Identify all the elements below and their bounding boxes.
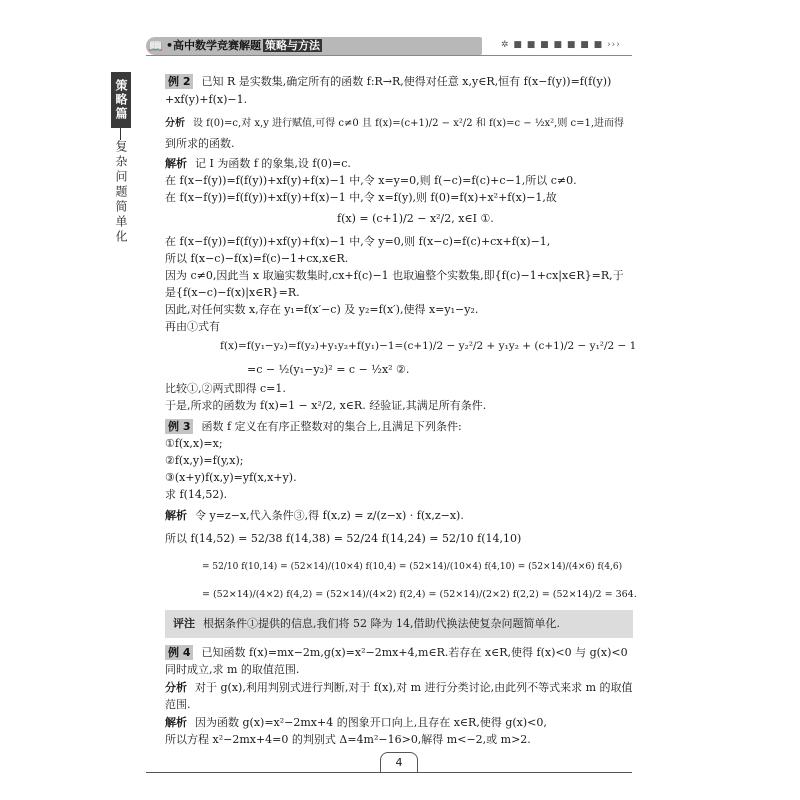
example-2-text: 已知 R 是实数集,确定所有的函数 f:R→R,使得对任意 x,y∈R,恒有 f(x−f(y))=f(f(y)) <box>201 75 612 88</box>
solution-text: 记 I 为函数 f 的象集,设 f(0)=c. <box>195 157 351 170</box>
condition-1: ①f(x,x)=x; <box>165 437 223 450</box>
page-number: 4 <box>380 752 418 773</box>
example-2-line-1 <box>165 74 611 90</box>
solution-line-9: 再由①式有 <box>165 320 220 333</box>
analysis-4-line-2: 范围. <box>165 698 191 711</box>
solution-line-1 <box>165 156 351 172</box>
equation-3-2: = 52/10 f(10,14) = (52×14)/(10×4) f(10,4) = (52×14)/(10×4) f(4,10) = (52×14)/(4×6) f(4,6) <box>202 562 623 572</box>
solution-4-label: 解析 <box>165 716 187 729</box>
side-divider <box>120 128 121 140</box>
analysis-4-label: 分析 <box>165 681 187 694</box>
solution-line-11: 于是,所求的函数为 f(x)=1 − x²/2, x∈R. 经验证,其满足所有条件. <box>165 399 487 412</box>
example-3-line-1 <box>165 419 462 435</box>
example-4-line-2: 同时成立,求 m 的取值范围. <box>165 663 300 676</box>
solution-4-line-1 <box>165 715 547 731</box>
example-4-line-1 <box>165 645 628 661</box>
condition-2: ②f(x,y)=f(y,x); <box>165 454 244 467</box>
analysis-4-line-1 <box>165 680 633 696</box>
solution-line-4: 在 f(x−f(y))=f(f(y))+xf(y)+f(x)−1 中,令 y=0,则 f(x−c)=f(c)+cx+f(x)−1, <box>165 235 551 248</box>
analysis-line-2: 到所求的函数. <box>165 137 235 150</box>
analysis-label: 分析 <box>165 118 185 129</box>
solution-line-2: 在 f(x−f(y))=f(f(y))+xf(y)+f(x)−1 中,令 x=y=0,则 f(−c)=f(c)+c−1,所以 c≠0. <box>165 174 577 187</box>
header-title-text: •高中数学竞赛解题 <box>166 39 262 52</box>
header-title <box>166 39 322 53</box>
header-band <box>146 37 482 55</box>
header-rule <box>146 55 632 56</box>
equation-3-3: = (52×14)/(4×2) f(4,2) = (52×14)/(4×2) f(2,4) = (52×14)/(2×2) f(2,2) = (52×14)/2 = 364. <box>202 589 637 600</box>
solution-line-7: 是{f(x−c)−f(x)|x∈R}=R. <box>165 286 300 299</box>
solution-line-5: 所以 f(x−c)−f(x)=f(c)−1+cx,x∈R. <box>165 252 349 265</box>
equation-3-1: 所以 f(14,52) = 52/38 f(14,38) = 52/24 f(14,24) = 52/10 f(14,10) <box>165 532 522 545</box>
comment-label: 评注 <box>173 617 195 630</box>
running-header <box>146 37 632 55</box>
example-2-badge: 例 2 <box>165 74 193 89</box>
equation-3: =c − ½(y₁−y₂)² = c − ½x² ②. <box>247 363 410 376</box>
comment-line <box>173 616 560 632</box>
comment-box <box>165 610 633 638</box>
analysis-line-1 <box>165 116 624 132</box>
solution-3-line-1 <box>165 508 464 524</box>
example-4-text: 已知函数 f(x)=mx−2m,g(x)=x²−2mx+4,m∈R.若存在 x∈R,使得 f(x)<0 与 g(x)<0 <box>201 646 628 659</box>
header-decoration: ✲ ■ ■ ■ ■ ■ ■ ■ ››› <box>501 40 621 50</box>
equation-2: f(x)=f(y₁−y₂)=f(y₂)+y₁y₂+f(y₁)−1=(c+1)/2 − y₂²/2 + y₁y₂ + (c+1)/2 − y₁²/2 − 1 <box>220 340 637 352</box>
condition-3: ③(x+y)f(x,y)=yf(x,x+y). <box>165 471 297 484</box>
equation-1: f(x) = (c+1)/2 − x²/2, x∈I ①. <box>337 212 494 225</box>
analysis-4-text: 对于 g(x),利用判别式进行判断,对于 f(x),对 m 进行分类讨论,由此列不等式来求 m 的取值 <box>195 681 633 694</box>
solution-4-text: 因为函数 g(x)=x²−2mx+4 的图象开口向上,且存在 x∈R,使得 g(x)<0, <box>195 716 547 729</box>
example-3-badge: 例 3 <box>165 419 193 434</box>
solution-line-10: 比较①,②两式即得 c=1. <box>165 382 286 395</box>
analysis-text: 设 f(0)=c,对 x,y 进行赋值,可得 c≠0 且 f(x)=(c+1)/2 − x²/2 和 f(x)=c − ½x²,则 c=1,进而得 <box>193 118 625 129</box>
solution-line-6: 因为 c≠0,因此当 x 取遍实数集时,cx+f(c)−1 也取遍整个实数集,即{f(c)−1+cx|x∈R}=R,于 <box>165 269 624 282</box>
section-subtitle: 复杂问题简单化 <box>114 140 128 245</box>
header-title-highlight: 策略与方法 <box>265 39 321 52</box>
example-2-line-2: +xf(y)+f(x)−1. <box>165 93 248 106</box>
example-3-question: 求 f(14,52). <box>165 488 228 501</box>
solution-3-label: 解析 <box>165 509 187 522</box>
example-3-text: 函数 f 定义在有序正整数对的集合上,且满足下列条件: <box>201 420 462 433</box>
solution-line-8: 因此,对任何实数 x,存在 y₁=f(x′−c) 及 y₂=f(x′),使得 x=y₁−y₂. <box>165 303 479 316</box>
footer-rule <box>146 772 632 773</box>
solution-line-3: 在 f(x−f(y))=f(f(y))+xf(y)+f(x)−1 中,令 x=f(y),则 f(0)=f(x)+x²+f(x)−1,故 <box>165 191 557 204</box>
comment-text: 根据条件①提供的信息,我们将 52 降为 14,借助代换法使复杂问题简单化. <box>203 617 560 630</box>
example-4-badge: 例 4 <box>165 645 193 660</box>
section-tab: 策略篇 <box>111 72 131 128</box>
solution-4-line-2: 所以方程 x²−2mx+4=0 的判别式 Δ=4m²−16>0,解得 m<−2,或 m>2. <box>165 733 531 746</box>
book-icon: 📖 <box>148 39 163 53</box>
solution-3-text: 令 y=z−x,代入条件③,得 f(x,z) = z/(z−x) · f(x,z−x). <box>195 509 464 522</box>
solution-label: 解析 <box>165 157 187 170</box>
